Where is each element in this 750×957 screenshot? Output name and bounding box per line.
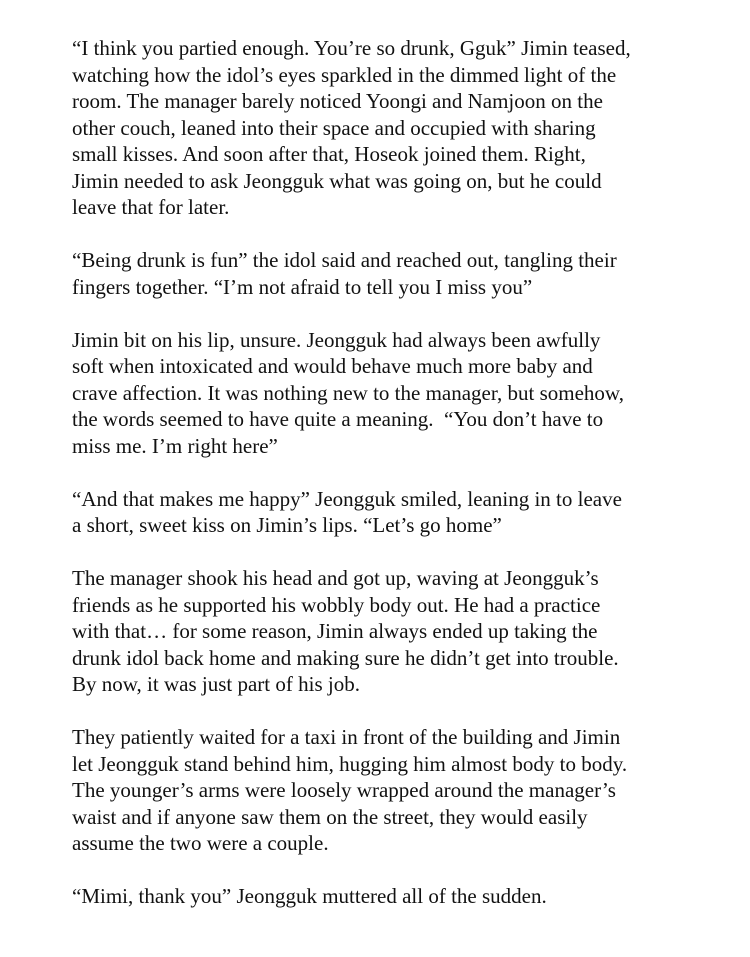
- text-line: room. The manager barely noticed Yoongi and Namjoon on the: [72, 89, 603, 113]
- text-line: assume the two were a couple.: [72, 831, 329, 855]
- text-line: fingers together. “I’m not afraid to tell you I miss you”: [72, 274, 533, 299]
- text-line: Jimin bit on his lip, unsure. Jeongguk had always been awfully: [72, 327, 601, 352]
- text-line: let Jeongguk stand behind him, hugging him almost body to body.: [72, 751, 628, 776]
- text-line: By now, it was just part of his job.: [72, 672, 360, 696]
- text-line: The manager shook his head and got up, waving at Jeongguk’s: [72, 566, 599, 590]
- text-line: The younger’s arms were loosely wrapped around the manager’s: [72, 778, 616, 802]
- text-line: “I think you partied enough. You’re so drunk, Gguk” Jimin teased,: [72, 36, 631, 60]
- text-line: drunk idol back home and making sure he didn’t get into trouble.: [72, 645, 619, 670]
- text-line: small kisses. And soon after that, Hoseok joined them. Right,: [72, 142, 586, 166]
- paragraph-3: [72, 327, 750, 460]
- paragraph-5: [72, 565, 750, 698]
- text-line: “Mimi, thank you” Jeongguk muttered all of the sudden.: [72, 884, 547, 908]
- text-line: leave that for later.: [72, 195, 230, 219]
- paragraph-1: [72, 35, 750, 221]
- paragraph-7: [72, 883, 750, 910]
- text-line: They patiently waited for a taxi in front of the building and Jimin: [72, 725, 621, 749]
- document-page: [72, 35, 750, 936]
- text-line: crave affection. It was nothing new to the manager, but somehow,: [72, 380, 624, 405]
- text-line: waist and if anyone saw them on the street, they would easily: [72, 804, 588, 829]
- text-line: with that… for some reason, Jimin always ended up taking the: [72, 619, 598, 643]
- text-line: the words seemed to have quite a meaning. “You don’t have to: [72, 407, 604, 431]
- text-line: friends as he supported his wobbly body out. He had a practice: [72, 592, 601, 617]
- text-line: miss me. I’m right here”: [72, 433, 278, 458]
- text-line: “Being drunk is fun” the idol said and reached out, tangling their: [72, 248, 617, 272]
- text-line: soft when intoxicated and would behave much more baby and: [72, 354, 593, 378]
- paragraph-2: [72, 247, 750, 300]
- text-line: a short, sweet kiss on Jimin’s lips. “Let’s go home”: [72, 513, 502, 537]
- text-line: watching how the idol’s eyes sparkled in the dimmed light of the: [72, 62, 617, 87]
- paragraph-6: [72, 724, 750, 857]
- paragraph-4: [72, 486, 750, 539]
- text-line: other couch, leaned into their space and occupied with sharing: [72, 115, 596, 140]
- text-line: “And that makes me happy” Jeongguk smiled, leaning in to leave: [72, 486, 622, 511]
- text-line: Jimin needed to ask Jeongguk what was going on, but he could: [72, 168, 602, 193]
